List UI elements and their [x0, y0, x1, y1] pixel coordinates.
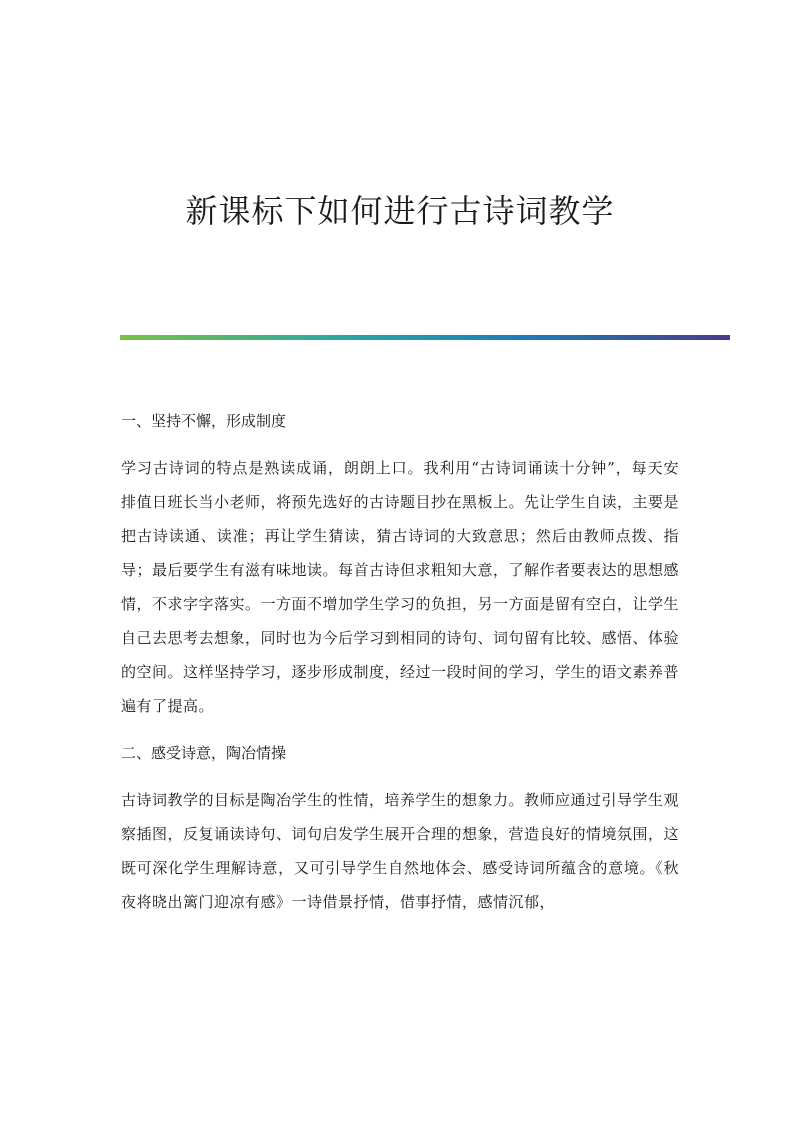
section-paragraph-1: 学习古诗词的特点是熟读成诵，朗朗上口。我利用“古诗词诵读十分钟”，每天安排值日班长当小老师，将预先选好的古诗题目抄在黑板上。先让学生自读，主要是把古诗读通、读准；再让学生猜读，猜古诗词的大致意思；然后由教师点拨、指导；最后要学生有滋有味地读。每首古诗但求粗知大意，了解作者要表达的思想感情，不求字字落实。一方面不增加学生学习的负担，另一方面是留有空白，让学生自己去思考去想象，同时也为今后学习到相同的诗句、词句留有比较、感悟、体验的空间。这样坚持学习，逐步形成制度，经过一段时间的学习，学生的语文素养普遍有了提高。 — [121, 459, 680, 715]
document-title: 新课标下如何进行古诗词教学 — [185, 192, 615, 230]
document-body — [121, 405, 679, 933]
section-paragraph-2: 古诗词教学的目标是陶冶学生的性情，培养学生的想象力。教师应通过引导学生观察插图，反复诵读诗句、词句启发学生展开合理的想象，营造良好的情境氛围，这既可深化学生理解诗意，又可引导学生自然地体会、感受诗词所蕴含的意境。《秋夜将晓出篱门迎凉有感》一诗借景抒情，借事抒情，感情沉郁， — [121, 791, 680, 911]
section-heading-1: 一、坚持不懈，形成制度 — [121, 412, 287, 430]
section-heading-2: 二、感受诗意，陶冶情操 — [121, 744, 287, 762]
gradient-divider — [120, 335, 730, 340]
